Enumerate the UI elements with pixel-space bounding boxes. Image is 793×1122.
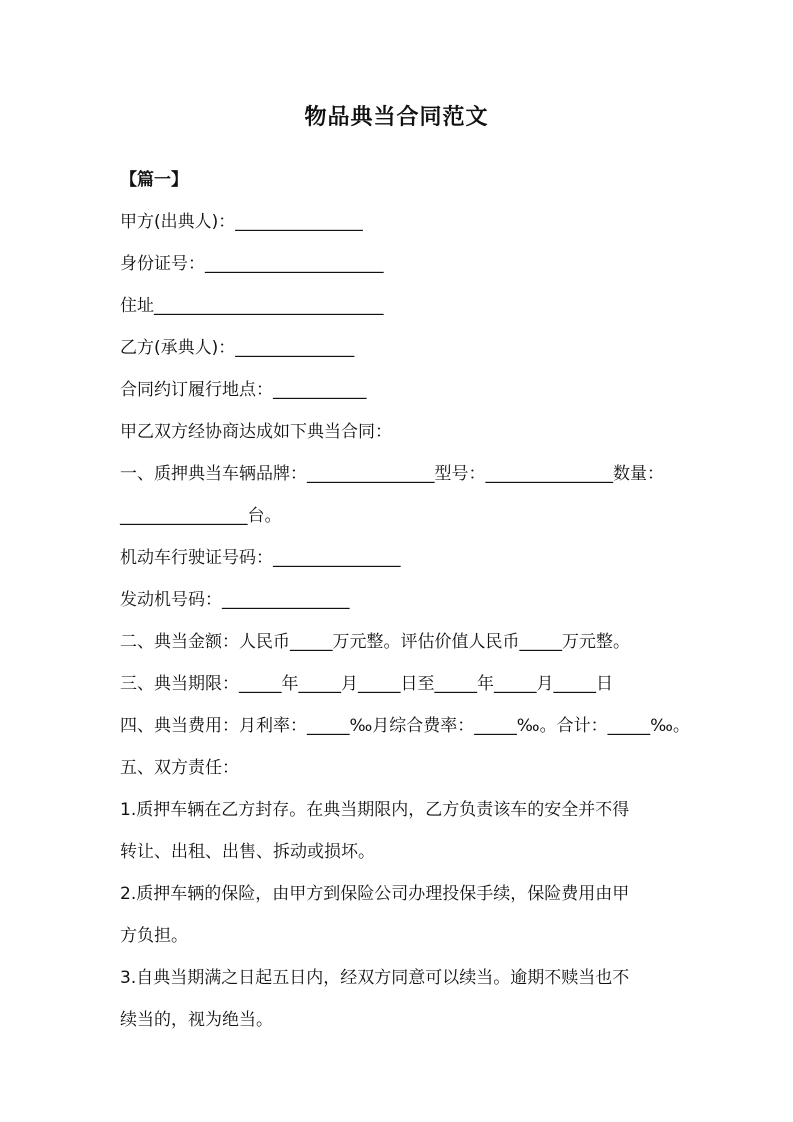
party-a-field: 甲方(出典人)：_______________	[120, 212, 363, 232]
clause-1-vehicle: 一、质押典当车辆品牌：_______________型号：_______________数量：	[120, 464, 664, 484]
engine-number-field: 发动机号码：_______________	[120, 590, 350, 610]
clause-5-item-3-cont: 续当的，视为绝当。	[120, 1010, 273, 1030]
clause-3-term: 三、典当期限：_____年_____月_____日至_____年_____月_____日	[120, 674, 613, 694]
agreement-intro: 甲乙双方经协商达成如下典当合同：	[120, 422, 392, 442]
address-field: 住址___________________________	[120, 296, 384, 316]
clause-4-fees: 四、典当费用：月利率：_____‰月综合费率：_____‰。合计：_____‰。	[120, 716, 690, 736]
license-number-field: 机动车行驶证号码：_______________	[120, 548, 401, 568]
clause-5-heading: 五、双方责任：	[120, 758, 239, 778]
clause-5-item-1: 1.质押车辆在乙方封存。在典当期限内，乙方负责该车的安全并不得	[120, 800, 630, 820]
clause-5-item-2-cont: 方负担。	[120, 926, 188, 946]
id-number-field: 身份证号：_____________________	[120, 254, 384, 274]
clause-5-item-1-cont: 转让、出租、出售、拆动或损坏。	[120, 842, 375, 862]
section-heading: 【篇一】	[120, 170, 188, 190]
page-title: 物品典当合同范文	[304, 105, 489, 130]
clause-5-item-2: 2.质押车辆的保险，由甲方到保险公司办理投保手续，保险费用由甲	[120, 884, 630, 904]
clause-1-quantity: _______________台。	[120, 506, 282, 526]
clause-2-amount: 二、典当金额：人民币_____万元整。评估价值人民币_____万元整。	[120, 632, 630, 652]
contract-place-field: 合同约订履行地点：___________	[120, 380, 367, 400]
party-b-field: 乙方(承典人)：______________	[120, 338, 355, 358]
clause-5-item-3: 3.自典当期满之日起五日内，经双方同意可以续当。逾期不赎当也不	[120, 968, 630, 988]
